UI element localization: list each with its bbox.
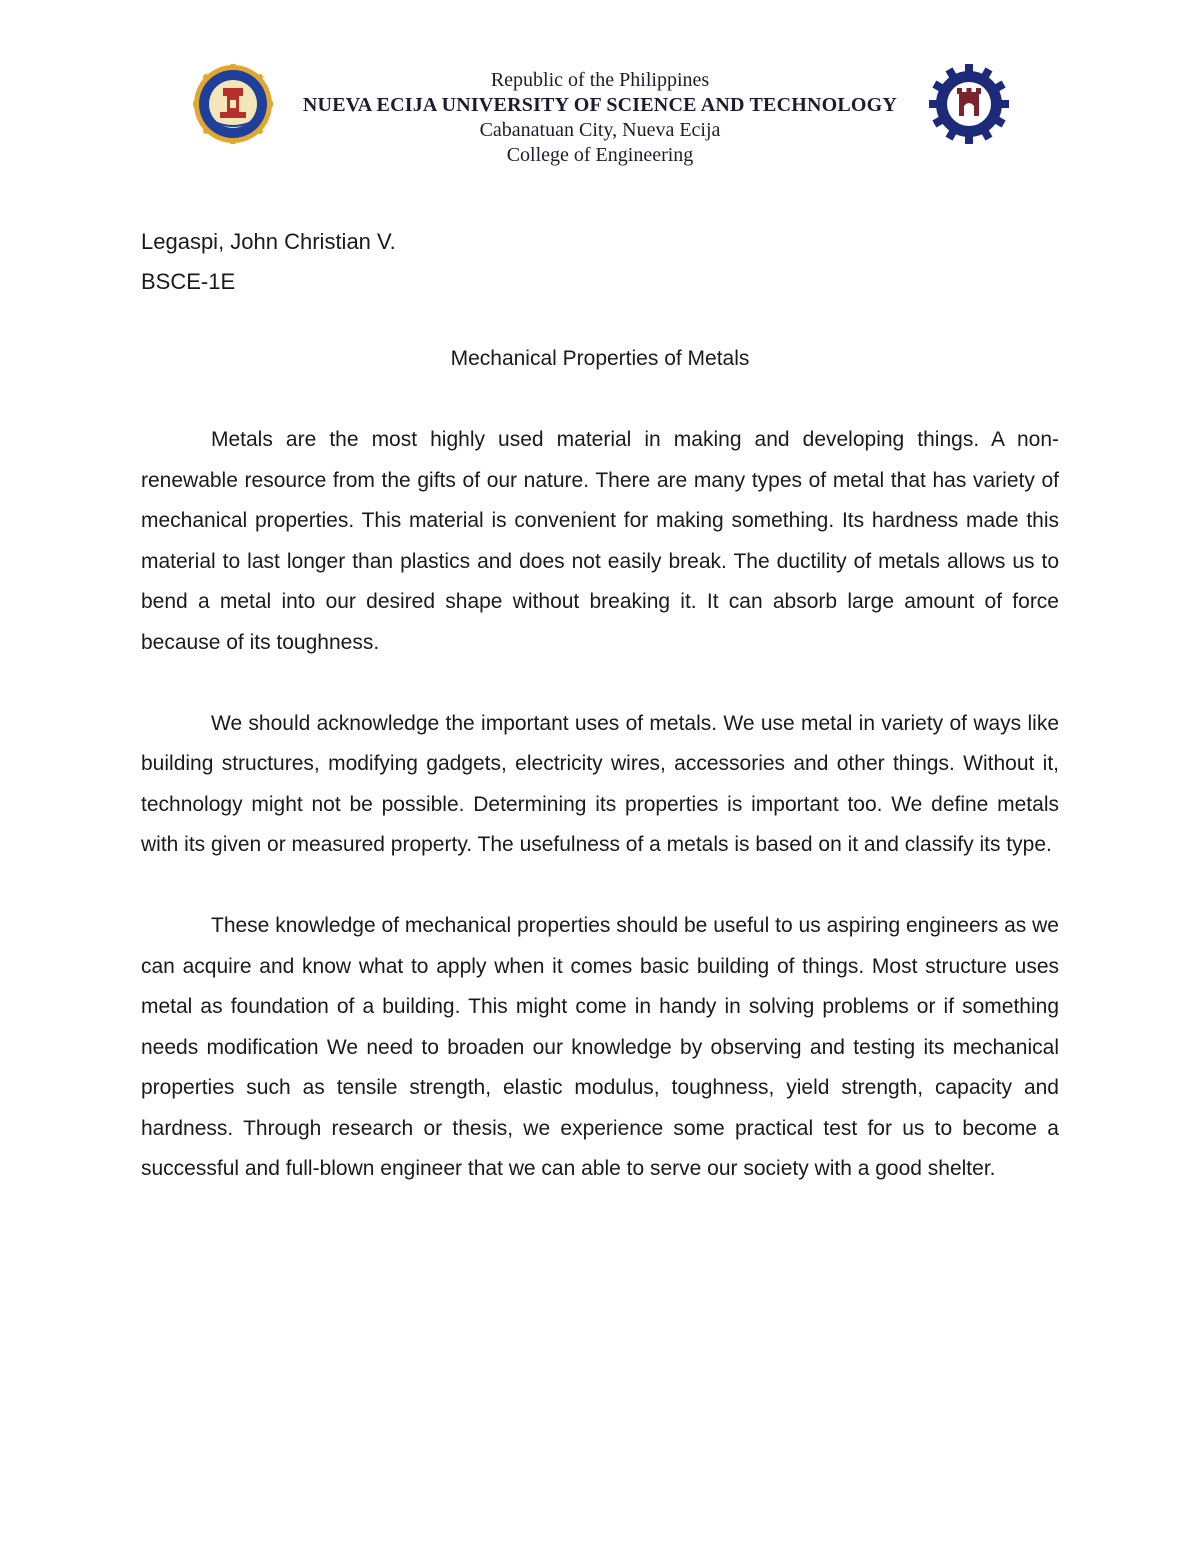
university-seal-icon (193, 64, 273, 144)
student-section: BSCE-1E (141, 269, 236, 294)
student-info (141, 222, 396, 302)
college-engineering-seal-icon (929, 64, 1009, 144)
letterhead (0, 0, 1200, 180)
paragraph: Metals are the most highly used material in making and developing things. A non-renewable resource from the gifts of our nature. There are many types of metal that has variety of mechanical properties. This material is convenient for making something. Its hardness made this material to last longer than plastics and does not easily break. The ductility of metals allows us to bend a metal into our desired shape without breaking it. It can absorb large amount of force because of its toughness. (141, 428, 1059, 654)
paragraph: We should acknowledge the important uses of metals. We use metal in variety of ways like building structures, modifying gadgets, electricity wires, accessories and other things. Without it, technology might not be possible. Determining its properties is important too. We define metals with its given or measured property. The usefulness of a metals is based on it and classify its type. (141, 711, 1059, 856)
city-line: Cabanatuan City, Nueva Ecija (479, 119, 721, 141)
university-name: NUEVA ECIJA UNIVERSITY OF SCIENCE AND TECHNOLOGY (302, 94, 898, 116)
college-line: College of Engineering (506, 144, 694, 166)
republic-line: Republic of the Philippines (490, 69, 710, 91)
paragraph: These knowledge of mechanical properties should be useful to us aspiring engineers as we can acquire and know what to apply when it comes basic building of things. Most structure uses metal as foundation of a building. This might come in handy in solving problems or if something needs modification We need to broaden our knowledge by observing and testing its mechanical properties such as tensile strength, elastic modulus, toughness, yield strength, capacity and hardness. Through research or thesis, we experience some practical test for us to become a successful and full-blown engineer that we can able to serve our society with a good shelter. (141, 914, 1059, 1180)
document-body (141, 420, 1059, 1230)
student-name: Legaspi, John Christian V. (141, 229, 396, 254)
letterhead-text (270, 68, 930, 168)
document-title: Mechanical Properties of Metals (450, 347, 750, 370)
